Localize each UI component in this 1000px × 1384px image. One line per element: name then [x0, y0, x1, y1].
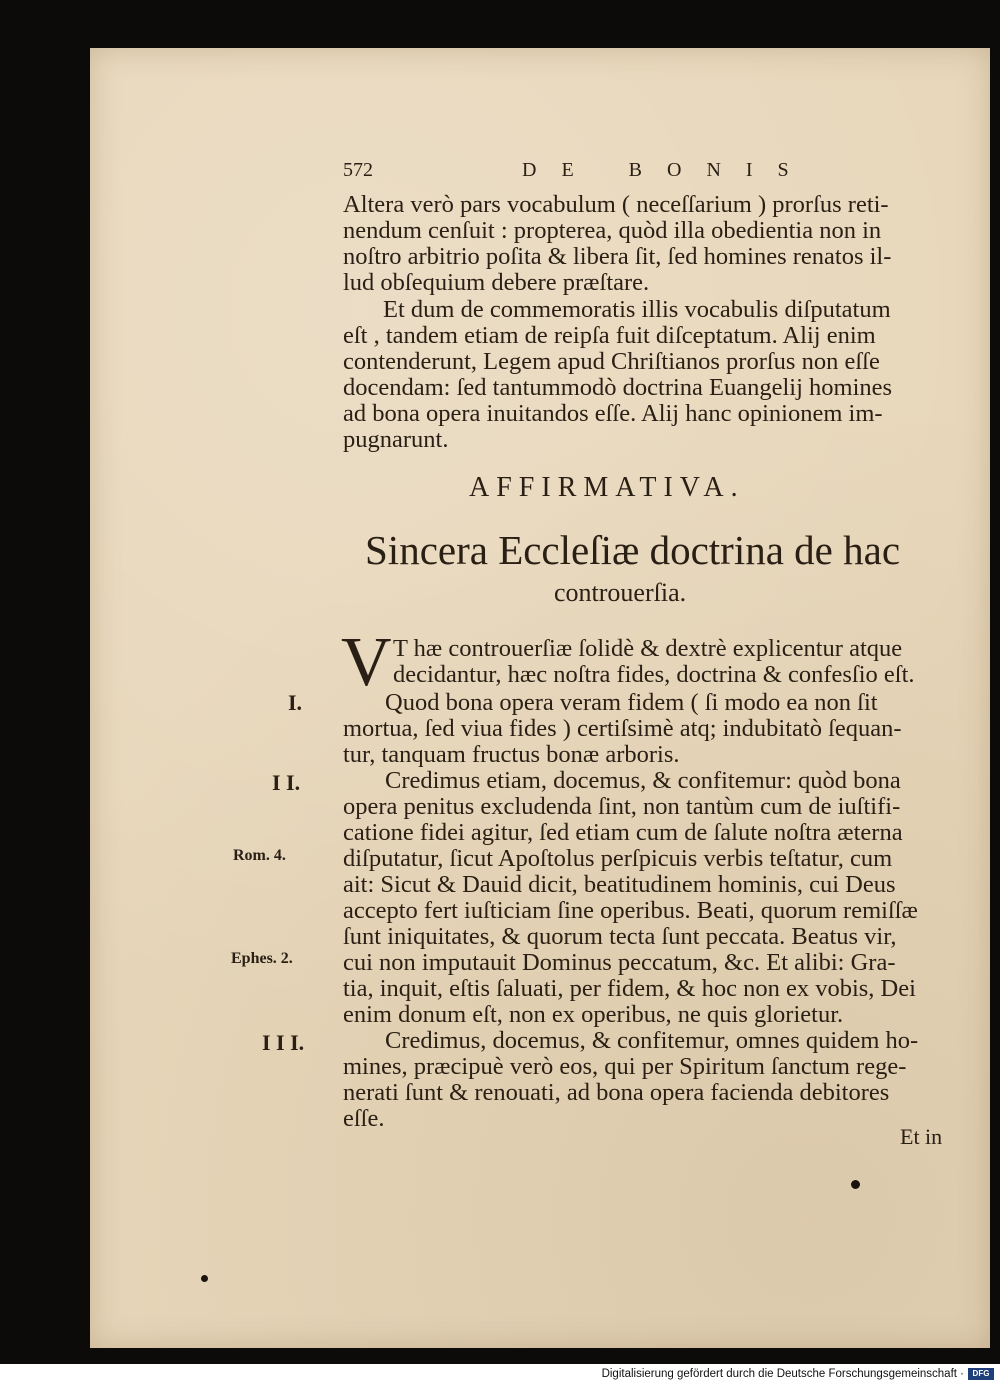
margin-number-3: I I I.: [262, 1030, 305, 1055]
dfg-logo: DFG: [968, 1368, 994, 1380]
text-line: nendum cenſuit : propterea, quòd illa obedientia non in: [343, 217, 882, 244]
ink-speck: [851, 1180, 860, 1189]
margin-reference-ephes: Ephes. 2.: [231, 950, 293, 967]
text-line: mines, præcipuè verò eos, qui per Spiritum ſanctum rege-: [343, 1053, 907, 1080]
text-line: T hæ controuerſiæ ſolidè & dextrè explicentur atque: [393, 635, 903, 662]
footer-text: Digitalisierung gefördert durch die Deutsche Forschungsgemeinschaft ·: [601, 1368, 964, 1380]
text-line: diſputatur, ſicut Apoſtolus perſpicuis verbis teſtatur, cum: [343, 845, 893, 872]
text-line: contenderunt, Legem apud Chriſtianos prorſus non eſſe: [343, 348, 880, 375]
text-line: accepto fert iuſticiam ſine operibus. Beati, quorum remiſſæ: [343, 897, 918, 924]
text-line: nerati ſunt & renouati, ad bona opera facienda debitores: [343, 1079, 890, 1106]
text-line: ſunt iniquitates, & quorum tecta ſunt peccata. Beatus vir,: [343, 923, 897, 950]
text-line: Quod bona opera veram fidem ( ſi modo ea non ſit: [385, 689, 878, 716]
text-line: opera penitus excludenda ſint, non tantùm cum de iuſtifi-: [343, 793, 901, 820]
text-line: Credimus etiam, docemus, & confitemur: quòd bona: [385, 767, 901, 794]
text-line: eſſe.: [343, 1105, 385, 1132]
doctrine-title-line2: controuerſia.: [554, 578, 687, 607]
text-line: Credimus, docemus, & confitemur, omnes quidem ho-: [385, 1027, 919, 1054]
text-line: ait: Sicut & Dauid dicit, beatitudinem hominis, cui Deus: [343, 871, 896, 898]
page-number: 572: [343, 159, 373, 181]
drop-cap: V: [341, 624, 392, 701]
running-title: DE BONIS: [522, 159, 814, 181]
text-line: tur, tanquam fructus bonæ arboris.: [343, 741, 680, 768]
text-line: eſt , tandem etiam de reipſa fuit diſceptatum. Alij enim: [343, 322, 876, 349]
text-line: decidantur, hæc noſtra fides, doctrina & confesſio eſt.: [393, 661, 915, 688]
text-line: ad bona opera inuitandos eſſe. Alij hanc opinionem im-: [343, 400, 883, 427]
text-line: cui non imputauit Dominus peccatum, &c. Et alibi: Gra-: [343, 949, 896, 976]
section-heading: AFFIRMATIVA.: [469, 472, 745, 503]
catchword: Et in: [900, 1124, 943, 1149]
margin-number-1: I.: [288, 690, 303, 715]
text-line: mortua, ſed viua fides ) certiſsimè atq; indubitatò ſequan-: [343, 715, 902, 742]
margin-number-2: I I.: [272, 770, 301, 795]
text-line: Et dum de commemoratis illis vocabulis diſputatum: [383, 296, 891, 323]
text-line: pugnarunt.: [343, 426, 449, 453]
text-line: enim donum eſt, non ex operibus, ne quis glorietur.: [343, 1001, 844, 1028]
text-line: lud obſequium debere præſtare.: [343, 269, 650, 296]
ink-speck: [201, 1275, 208, 1282]
margin-reference-rom: Rom. 4.: [233, 847, 286, 864]
text-line: docendam: ſed tantummodò doctrina Euangelij homines: [343, 374, 893, 401]
text-line: Altera verò pars vocabulum ( neceſſarium ) prorſus reti-: [343, 191, 889, 218]
text-line: catione fidei agitur, ſed etiam cum de ſalute noſtra æterna: [343, 819, 903, 846]
footer-banner: [0, 1364, 1000, 1384]
text-line: tia, inquit, eſtis ſaluati, per fidem, & hoc non ex vobis, Dei: [343, 975, 916, 1002]
text-line: noſtro arbitrio poſita & libera ſit, ſed homines renatos il-: [343, 243, 892, 270]
doctrine-title-line1: Sincera Eccleſiæ doctrina de hac: [365, 527, 901, 573]
